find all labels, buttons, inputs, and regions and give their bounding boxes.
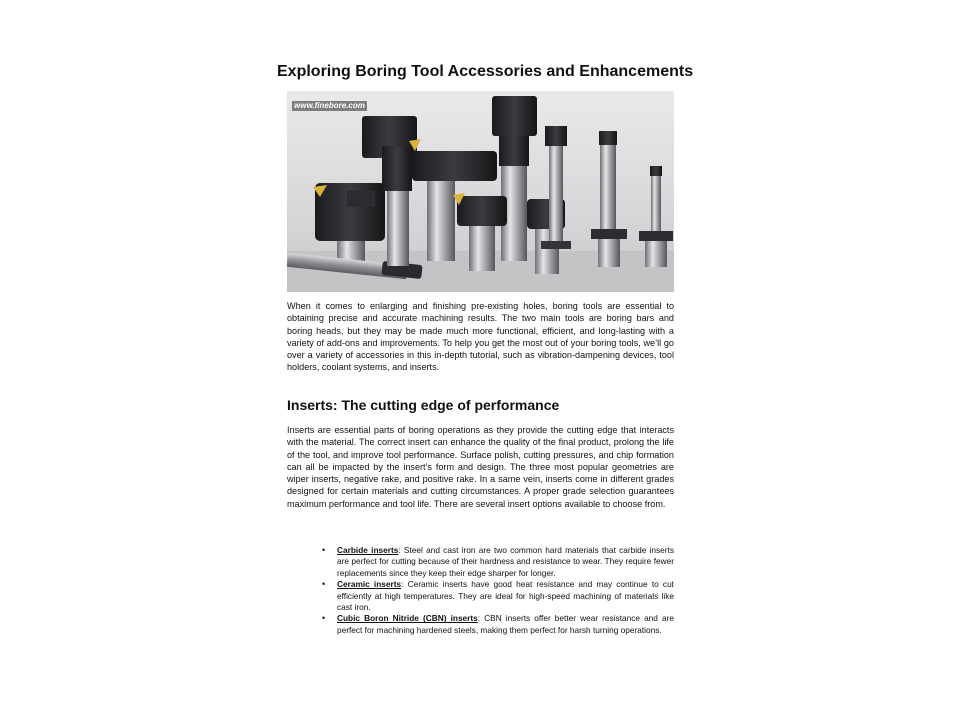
document-page (277, 0, 694, 720)
insert-types-list (322, 545, 674, 636)
bullet-icon: • (322, 579, 326, 590)
term-carbide: Carbide inserts (337, 545, 399, 555)
desc-ceramic: : Ceramic inserts have good heat resistance and may continue to cut efficiently at high temperatures. They are ideal for high-speed machining of materials like cast iron. (337, 579, 674, 613)
list-item-carbide (322, 545, 674, 579)
term-ceramic: Ceramic inserts (337, 579, 402, 590)
bullet-icon: • (322, 613, 326, 624)
section-heading-inserts: Inserts: The cutting edge of performance (287, 397, 560, 413)
boring-tools-photo (287, 91, 674, 292)
document-title: Exploring Boring Tool Accessories and Enhancements (277, 63, 694, 80)
desc-carbide: : Steel and cast iron are two common hard materials that carbide inserts are perfect for cutting because of their hardness and resistance to wear. They require fewer replacements since they keep their edge sharper for longer. (337, 545, 674, 578)
inserts-paragraph: Inserts are essential parts of boring operations as they provide the cutting edge that interacts with the material. The correct insert can enhance the quality of the final product, prolong the life of the tool, and improve tool performance. Surface polish, cutting pressures, and chip formation can all be impacted by the insert’s form and design. The three most popular geometries are wiper inserts, negative rake, and positive rake. In a same vein, inserts come in different grades designed for certain materials and cutting circumstances. A proper grade selection guarantees maximum performance and tool life. There are several insert options available to choose from. (287, 425, 674, 509)
term-cbn: Cubic Boron Nitride (CBN) inserts (337, 613, 478, 624)
list-item-ceramic (322, 579, 674, 613)
desc-cbn: : CBN inserts offer better wear resistance and are perfect for machining hardened steels, making them perfect for harsh turning operations. (337, 613, 674, 635)
watermark-text: www.finebore.com (294, 101, 365, 110)
list-item-cbn (322, 613, 674, 636)
intro-paragraph: When it comes to enlarging and finishing pre-existing holes, boring tools are essential to obtaining precise and accurate machining results. The two main tools are boring bars and boring heads, but they may be made much more functional, efficient, and long-lasting with a variety of add-ons and improvements. To help you get the most out of your boring tools, we’ll go over a variety of accessories in this in-depth tutorial, such as vibration-dampening devices, tool holders, coolant systems, and inserts. (287, 301, 674, 373)
bullet-icon: • (322, 545, 326, 555)
boring-tools-illustration (287, 91, 674, 292)
